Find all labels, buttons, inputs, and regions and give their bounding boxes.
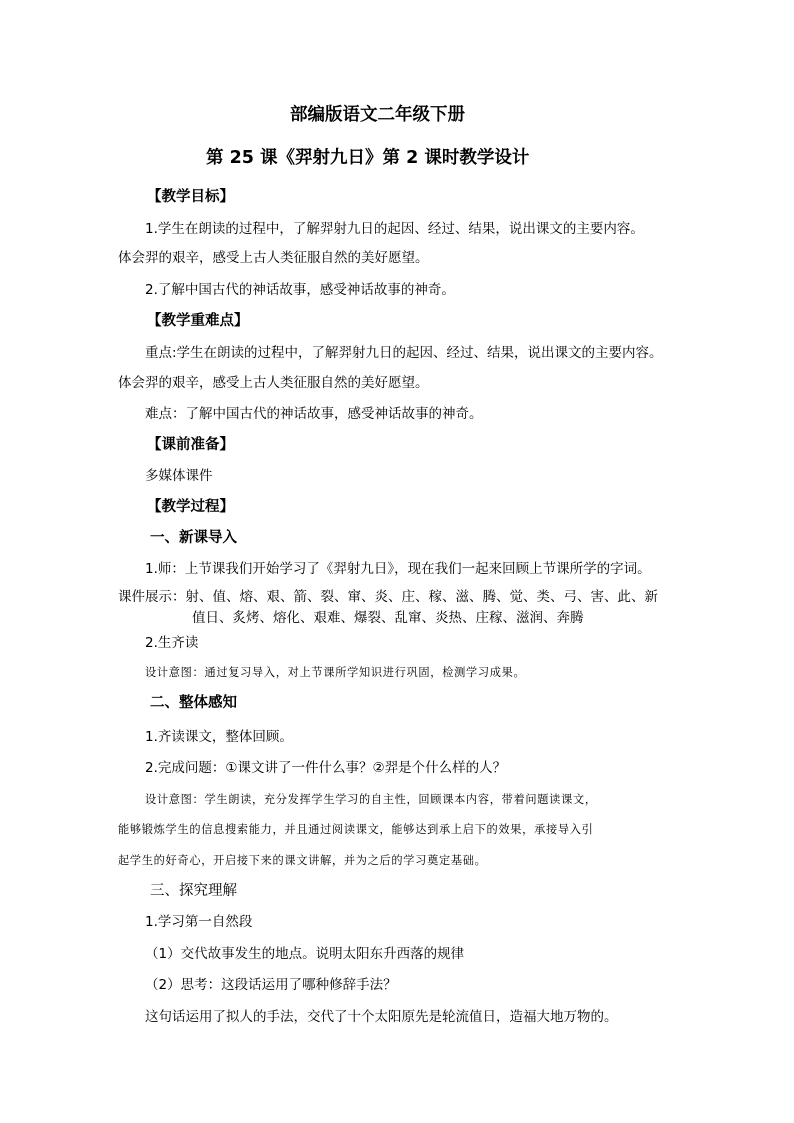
objective-item-2: 2.了解中国古代的神话故事，感受神话故事的神奇。 bbox=[145, 282, 455, 298]
key-point-difficulty: 难点：了解中国古代的神话故事，感受神话故事的神奇。 bbox=[145, 406, 483, 422]
part-2-design-note-line-1: 设计意图：学生朗读，充分发挥学生学习的自主性，回顾课本内容，带着问题读课文， bbox=[145, 793, 597, 806]
part-3-heading: 三、探究理解 bbox=[150, 883, 237, 899]
part-1-display-line-2: 值日、炙烤、熔化、艰难、爆裂、乱窜、炎热、庄稼、滋润、奔腾 bbox=[192, 610, 584, 626]
part-1-step-2: 2.生齐读 bbox=[145, 635, 199, 651]
key-point-focus-continued: 体会羿的艰辛，感受上古人类征服自然的美好愿望。 bbox=[118, 375, 429, 391]
preparation-text: 多媒体课件 bbox=[145, 468, 213, 484]
part-2-design-note-line-2: 能够锻炼学生的信息搜索能力，并且通过阅读课文，能够达到承上启下的效果，承接导入引 bbox=[118, 823, 594, 836]
part-2-step-1: 1.齐读课文，整体回顾。 bbox=[145, 729, 293, 745]
section-heading-objectives: 【教学目标】 bbox=[147, 189, 234, 205]
part-3-step-1: 1.学习第一自然段 bbox=[145, 914, 253, 930]
part-2-design-note-line-3: 起学生的好奇心，开启接下来的课文讲解，并为之后的学习奠定基础。 bbox=[118, 854, 487, 867]
lesson-title: 第 25 课《羿射九日》第 2 课时教学设计 bbox=[206, 148, 530, 168]
part-1-display-line-1: 课件展示：射、值、熔、艰、箭、裂、窜、炎、庄、稼、滋、腾、觉、类、弓、害、此、新 bbox=[118, 589, 658, 605]
section-heading-preparation: 【课前准备】 bbox=[147, 437, 234, 453]
part-2-heading: 二、整体感知 bbox=[150, 695, 237, 711]
part-1-design-note: 设计意图：通过复习导入，对上节课所学知识进行巩固，检测学习成果。 bbox=[145, 666, 526, 679]
document-title: 部编版语文二年级下册 bbox=[290, 105, 465, 125]
part-2-step-2: 2.完成问题：①课文讲了一件什么事？②羿是个什么样的人？ bbox=[145, 760, 507, 776]
objective-item-1-continued: 体会羿的艰辛，感受上古人类征服自然的美好愿望。 bbox=[118, 250, 429, 266]
part-1-step-1: 1.师：上节课我们开始学习了《羿射九日》，现在我们一起来回顾上节课所学的字词。 bbox=[145, 561, 651, 577]
part-1-heading: 一、新课导入 bbox=[150, 530, 237, 546]
objective-item-1: 1.学生在朗读的过程中，了解羿射九日的起因、经过、结果，说出课文的主要内容。 bbox=[145, 221, 644, 237]
section-heading-process: 【教学过程】 bbox=[147, 499, 234, 515]
section-heading-key-points: 【教学重难点】 bbox=[147, 313, 249, 329]
key-point-focus: 重点:学生在朗读的过程中，了解羿射九日的起因、经过、结果，说出课文的主要内容。 bbox=[145, 345, 663, 361]
part-3-question-2: （2）思考：这段话运用了哪种修辞手法？ bbox=[145, 977, 397, 993]
part-3-answer: 这句话运用了拟人的手法，交代了十个太阳原先是轮流值日，造福大地万物的。 bbox=[145, 1009, 618, 1025]
part-3-question-1: （1）交代故事发生的地点。说明太阳东升西落的规律 bbox=[145, 946, 465, 962]
